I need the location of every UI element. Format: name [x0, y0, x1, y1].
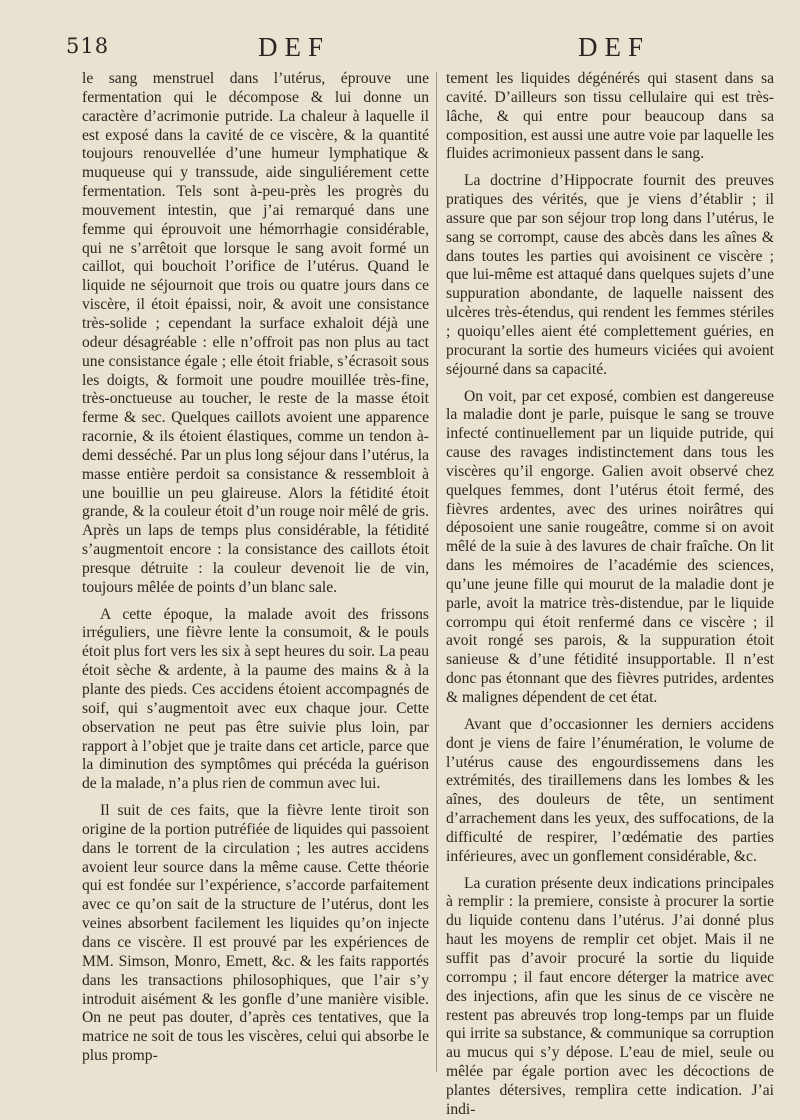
running-head-left: DEF: [258, 32, 331, 62]
paragraph: On voit, par cet exposé, combien est dangereuse la maladie dont je parle, puisque le sang se trouve infecté continuellement par un liquide putride, qui cause des ravages indistinctement dans tous les viscères qu’il engorge. Galien avoit observé chez quelques femmes, dont l’utérus étoit fermé, des fièvres ardentes, avec des urines noirâtres qui déposoient une sanie rougeâtre, comme si on avoit mêlé de la suie à des lavures de chair fraîche. On lit dans les mémoires de l’académie des sciences, qu’une jeune fille qui mourut de la maladie dont je parle, avoit la matrice très-distendue, par le liquide corrompu qui étoit renfermé dans ce viscère ; il avoit rongé ses parois, & la suppuration étoit sanieuse & d’une fétidité insupportable. Il n’est donc pas étonnant que des fièvres putrides, ardentes & malignes dépendent de cet état.: [446, 387, 774, 706]
paragraph: le sang menstruel dans l’utérus, éprouve une fermentation qui le décompose & lui donne un caractère d’acrimonie putride. La chaleur à laquelle il est exposé dans la cavité de ce viscère, & la quantité toujours renouvellée d’une humeur lymphatique & muqueuse qui y transsude, aide singuliérement cette fermentation. Tels sont à-peu-près les progrès du mouvement intestin, que j’ai remarqué dans une femme qui éprouvoit une hémorrhagie considérable, qui ne s’arrêtoit que lorsque le sang avoit formé un caillot, qui bouchoit l’orifice de l’utérus. Quand le liquide ne séjournoit que trois ou quatre jours dans ce viscère, il étoit épaissi, noir, & avoit une consistance très-solide ; cependant la surface exhaloit déjà une odeur désagréable : elle n’offroit pas non plus au tact une consistance égale ; elle étoit friable, s’écrasoit sous les doigts, & formoit une poudre mouillée très-fine, très-onctueuse au toucher, le reste de la masse étoit ferme & sec. Quelques caillots avoient une apparence racornie, & ils étoient élastiques, comme un tendon à-demi desséché. Par un plus long séjour dans l’utérus, la masse entière perdoit sa consistance & ressembloit à une bouillie un peu glaireuse. Alors la fétidité étoit grande, & la couleur étoit d’un rouge noir mêlé de gris. Après un laps de temps plus considérable, la fétidité s’augmentoit encore : la consistance des caillots étoit presque détruite : la couleur devenoit lie de vin, toujours mêlée de points d’un blanc sale.: [82, 70, 429, 596]
left-column: [82, 70, 429, 1080]
running-head-right: DEF: [578, 32, 651, 62]
paragraph: Il suit de ces faits, que la fièvre lente tiroit son origine de la portion putréfiée de liquides qui passoient dans le torrent de la circulation ; les autres accidens avoient leur source dans la même cause. Cette théorie qui est fondée sur l’expérience, s’accorde parfaitement avec ce qu’on sait de la structure de l’utérus, dont les veines absorbent facilement les liquides qu’on injecte dans ce viscère. Il est prouvé par les expériences de MM. Simson, Monro, Emett, &c. & les faits rapportés dans les transactions philosophiques, que l’air s’y introduit aisément & les gonfle d’une manière visible. On ne peut pas douter, d’après ces tentatives, que la matrice ne soit de tous les viscères, celui qui absorbe le plus promp-: [82, 802, 429, 1065]
paragraph: Avant que d’occasionner les derniers accidens dont je viens de faire l’énumération, le volume de l’utérus cause des engourdissemens dans les extrémités, des tiraillemens dans les lombes & les aînes, des douleurs de tête, un sentiment d’arrachement dans les yeux, des suffocations, de la difficulté de respirer, l’œdématie des parties inférieures, avec un gonflement considérable, &c.: [446, 715, 774, 865]
paragraph: La doctrine d’Hippocrate fournit des preuves pratiques des vérités, que je viens d’établir ; il assure que par son séjour trop long dans l’utérus, le sang se corrompt, cause des abcès dans les aînes & dans toutes les parties qui avoisinent ce viscère ; que lui-même est attaqué dans quelques sujets d’une suppuration abondante, de laquelle naissent des ulcères très-étendus, qui rendent les femmes stériles ; quoiqu’elles aient été complettement guéries, en procurant la sortie des humeurs viciées qui avoient séjourné dans sa capacité.: [446, 172, 774, 378]
right-column: [446, 70, 774, 1118]
paragraph: A cette époque, la malade avoit des frissons irréguliers, une fièvre lente la consumoit, & le pouls étoit plus fort vers les six à sept heures du soir. La peau étoit sèche & ardente, à la paume des mains & à la plante des pieds. Ces accidens étoient accompagnés de soif, qui s’augmentoit avec eux chaque jour. Cette observation ne peut pas être suivie plus loin, par rapport à l’objet que je traite dans cet article, parce que la diminution des symptômes qui précéda la guérison de la malade, n’a plus rien de commun avec lui.: [82, 605, 429, 793]
paragraph: La curation présente deux indications principales à remplir : la premiere, consiste à procurer la sortie du liquide contenu dans l’utérus. J’ai donné plus haut les moyens de remplir cet objet. Mais il ne suffit pas d’avoir procuré la sortie du liquide corrompu ; il faut encore déterger la matrice avec des injections, afin que les sinus de ce viscère ne restent pas abreuvés trop long-temps par un fluide qui irrite sa substance, & communique sa corruption au mucus qui s’y dépose. L’eau de miel, seule ou mêlée par égale portion avec les décoctions de plantes détersives, remplira cette indication. J’ai indi-: [446, 874, 774, 1118]
column-divider: [436, 72, 437, 1072]
page-header: [0, 32, 800, 72]
paragraph: tement les liquides dégénérés qui stasent dans sa cavité. D’ailleurs son tissu cellulaire qui est très-lâche, & qui entre pour beaucoup dans sa composition, est aussi une autre voie par laquelle les fluides acrimonieux passent dans le sang.: [446, 70, 774, 163]
page-number: 518: [66, 34, 110, 58]
